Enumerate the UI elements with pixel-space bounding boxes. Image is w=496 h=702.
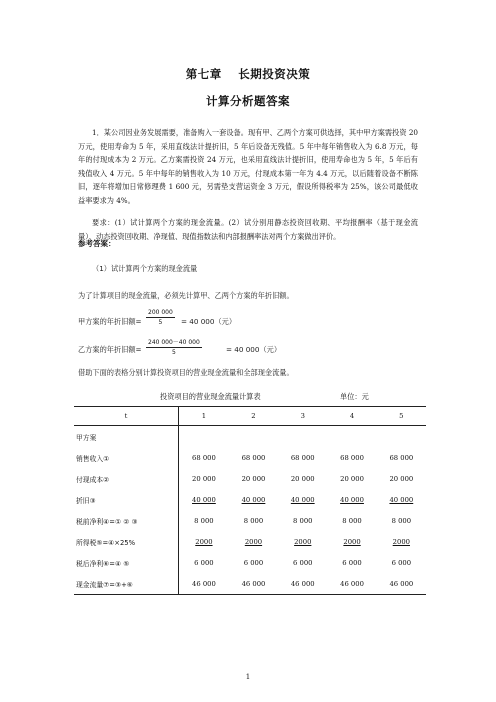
- row-label: 销售收入①: [74, 447, 179, 468]
- cell-value: 40 000: [340, 495, 364, 504]
- table-cell: 46 000: [327, 573, 376, 595]
- row-label: 税后净利⑥=④ ⑤: [74, 552, 179, 573]
- table-row: [74, 489, 426, 510]
- table-cell: [278, 426, 327, 448]
- table-cell: 68 000: [290, 453, 315, 462]
- table-unit: 单位：元: [340, 392, 369, 401]
- requirement-paragraph: 要求：(1）试计算两个方案的现金流量。(2）试分别用静态投资回收期、平均报酬率（基于现金流量）、动态投资回收期、净现值、现值指数法和内部报酬率法对两个方案做出评价。: [78, 218, 418, 241]
- dep-a-label: 甲方案的年折旧额=: [78, 317, 142, 326]
- table-cell: [179, 426, 229, 448]
- table-cell: 68 000: [340, 453, 364, 462]
- table-cell: [278, 489, 327, 510]
- depreciation-intro: 为了计算项目的现金流量，必须先计算甲、乙两个方案的年折旧额。: [78, 291, 294, 300]
- table-cell: 8 000: [342, 516, 362, 525]
- table-header-row: [74, 407, 426, 426]
- cell-value: 40 000: [192, 495, 216, 504]
- table-row: [74, 510, 426, 531]
- table-cell: 20 000: [389, 474, 414, 483]
- dep-a-numerator: 200 000: [148, 309, 173, 316]
- table-cell: [229, 489, 278, 510]
- table-cell: 8 000: [194, 516, 214, 525]
- row-label: 所得税⑤=④×25%: [74, 531, 179, 552]
- row-label: 折旧③: [74, 489, 179, 510]
- table-cell: 6 000: [342, 558, 362, 567]
- page-number: 1: [245, 673, 251, 681]
- cell-value: 2000: [244, 537, 263, 546]
- cell-value: 2000: [195, 537, 213, 546]
- row-label: 现金流量⑦=③+⑥: [74, 573, 179, 595]
- cell-value: 40 000: [389, 495, 414, 504]
- header-cell: 1: [179, 407, 229, 426]
- cell-value: 40 000: [241, 495, 266, 504]
- table-cell: [229, 426, 278, 448]
- step1-heading: （1）试计算两个方案的现金流量: [92, 264, 198, 273]
- table-cell: 6 000: [391, 558, 412, 567]
- table-cell: 8 000: [243, 516, 264, 525]
- table-cell: [377, 426, 426, 448]
- table-row: [74, 447, 426, 468]
- table-cell: [229, 531, 278, 552]
- table-cell: 68 000: [241, 453, 266, 462]
- table-cell: 46 000: [278, 573, 327, 595]
- table-row: [74, 573, 426, 595]
- dep-a-fraction: [146, 309, 175, 326]
- table-cell: [179, 489, 229, 510]
- answer-heading: 参考答案：: [78, 239, 116, 248]
- cell-value: 2000: [392, 537, 410, 546]
- header-cell: 2: [229, 407, 278, 426]
- dep-b-numerator: 240 000－40 000: [148, 339, 200, 346]
- dep-b-label: 乙方案的年折旧额=: [78, 345, 142, 354]
- table-cell: [377, 489, 426, 510]
- table-cell: [179, 531, 229, 552]
- table-cell: 20 000: [192, 474, 216, 483]
- cell-value: 40 000: [290, 495, 315, 504]
- table-caption: 投资项目的营业现金流量计算表: [160, 392, 261, 401]
- chapter-title: 第七章 长期投资决策: [185, 67, 311, 81]
- table-cell: 46 000: [179, 573, 229, 595]
- table-cell: [377, 531, 426, 552]
- row-label: 甲方案: [74, 426, 179, 448]
- dep-b-denominator: 5: [171, 349, 176, 356]
- table-cell: 6 000: [194, 558, 214, 567]
- table-row: [74, 468, 426, 489]
- cell-value: 2000: [343, 537, 361, 546]
- table-cell: 20 000: [290, 474, 315, 483]
- table-row: [74, 426, 426, 448]
- cash-flow-table: [74, 406, 426, 595]
- table-cell: 6 000: [293, 558, 313, 567]
- header-cell: 4: [327, 407, 376, 426]
- table-cell: 46 000: [377, 573, 426, 595]
- table-cell: 46 000: [229, 573, 278, 595]
- dep-a-denominator: 5: [158, 319, 163, 326]
- table-cell: [278, 531, 327, 552]
- dep-b-result: = 40 000（元）: [226, 345, 282, 354]
- header-cell: 5: [377, 407, 426, 426]
- table-row: [74, 552, 426, 573]
- table-intro: 借助下面的表格分别计算投资项目的营业现金流量和全部现金流量。: [78, 368, 294, 377]
- table-cell: [327, 531, 376, 552]
- dep-b-fraction: [146, 337, 202, 356]
- question-paragraph: 1．某公司因业务发展需要，准备购入一套设备。现有甲、乙两个方案可供选择，其中甲方案需投资 20 万元，使用寿命为 5 年，采用直线法计提折旧，5 年后设备无残值。5 年中每年销售收入为 6.8 万元，每年的付现成本为 2 万元。乙方案需投资 24 万元，也采用直线法计提折旧，使用寿命也为 5 年，5 年后有残值收入 4 万元。5 年中每年的销售收入为 10 万元，付现成本第一年为 4.4 万元，以后随着设备不断陈旧，逐年将增加日常修理费 1 600 元，另需垫支营运资金 3 万元，假设所得税率为 25%，该公司最低收益率要求为 4%。: [78, 128, 418, 205]
- row-label: 税前净利④=① ② ③: [74, 510, 179, 531]
- header-cell: 3: [278, 407, 327, 426]
- header-cell: t: [74, 407, 179, 426]
- section-subtitle: 计算分析题答案: [206, 94, 290, 108]
- table-cell: [327, 426, 376, 448]
- table-cell: [327, 489, 376, 510]
- table-cell: 20 000: [241, 474, 266, 483]
- table-cell: 68 000: [192, 453, 216, 462]
- table-cell: 20 000: [340, 474, 364, 483]
- dep-a-result: = 40 000（元）: [181, 317, 237, 326]
- table-cell: 8 000: [293, 516, 313, 525]
- table-row: [74, 531, 426, 552]
- table-cell: 6 000: [243, 558, 264, 567]
- table-cell: 8 000: [391, 516, 412, 525]
- table-cell: 68 000: [389, 453, 414, 462]
- row-label: 付现成本②: [74, 468, 179, 489]
- cell-value: 2000: [294, 537, 312, 546]
